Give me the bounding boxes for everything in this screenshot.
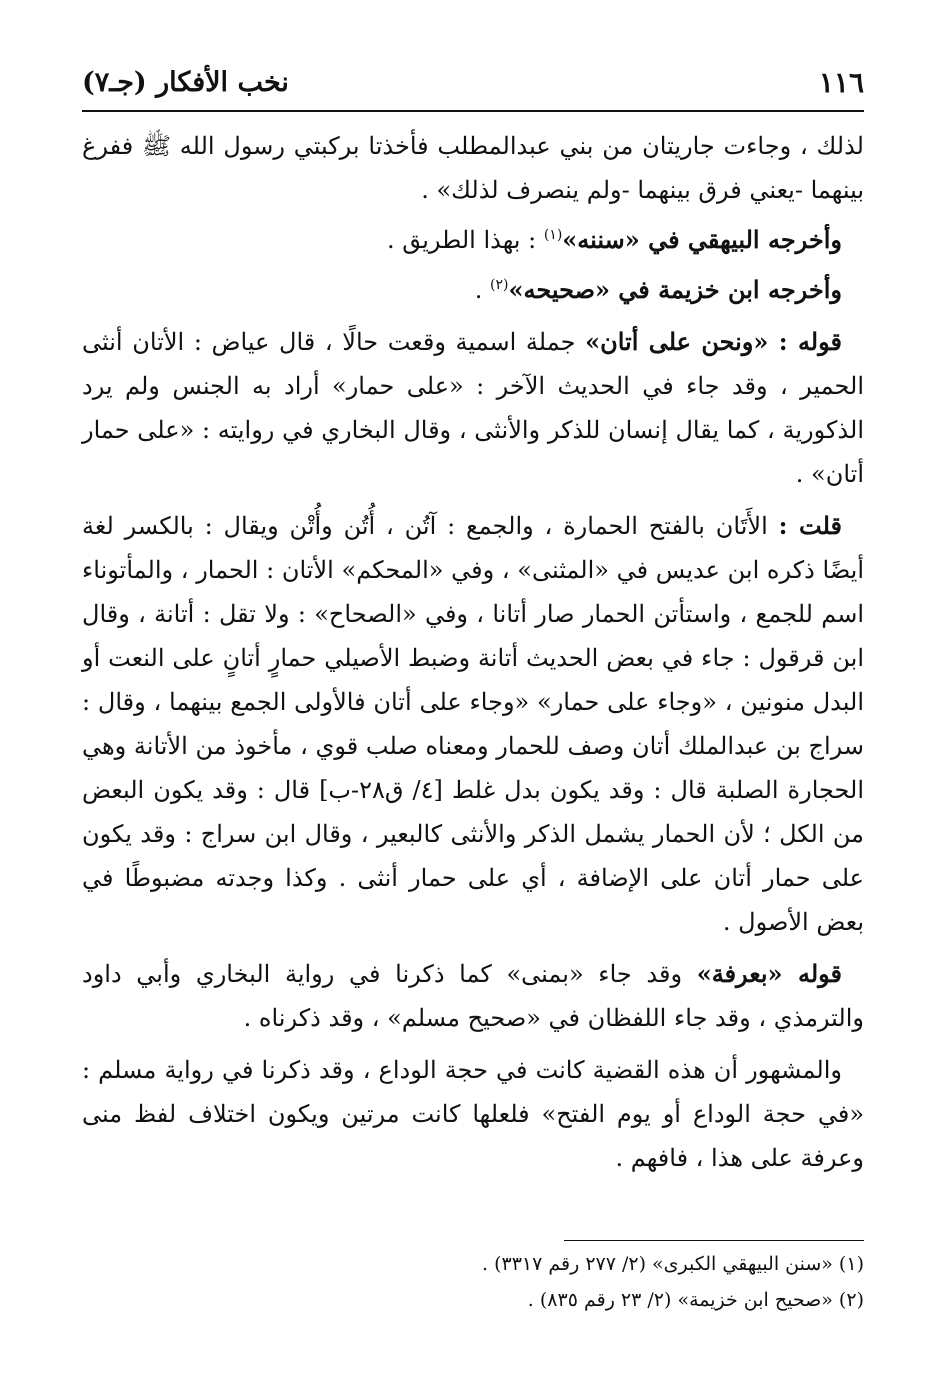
- footnote-ref-2: (٢): [490, 277, 509, 293]
- footnotes: [82, 1246, 864, 1318]
- book-title: نخب الأفكار (جـ٧): [82, 66, 289, 98]
- paragraph-4-text: جملة اسمية وقعت حالًا ، قال عياض : الأتان أنثى الحمير ، وقد جاء في الحديث الآخر : «على حمار» أراد به الجنس ولم يرد الذكورية ، كما يقال إنسان للذكر والأنثى ، وقال البخاري في روايته : «على حمار أتان» .: [82, 328, 864, 488]
- paragraph-4: [82, 320, 864, 496]
- paragraph-7-text: والمشهور أن هذه القضية كانت في حجة الوداع ، وقد ذكرنا في رواية مسلم : «في حجة الوداع أو يوم الفتح» فلعلها كانت مرتين ويكون اختلاف لفظ منى وعرفة على هذا ، فافهم .: [82, 1056, 864, 1172]
- footnote-1: (١) «سنن البيهقي الكبرى» (٢/ ٢٧٧ رقم ٣٣١٧) .: [482, 1253, 864, 1275]
- paragraph-1-text: لذلك ، وجاءت جاريتان من بني عبدالمطلب فأخذتا بركبتي رسول الله ﷺ ففرغ بينهما -يعني فرق بينهما -ولم ينصرف لذلك» .: [82, 132, 864, 204]
- paragraph-3: [82, 268, 864, 312]
- paragraph-3-bold: وأخرجه ابن خزيمة في «صحيحه»: [508, 275, 842, 304]
- footnote-divider: [564, 1240, 864, 1241]
- header-divider: [82, 110, 864, 112]
- paragraph-6: [82, 952, 864, 1040]
- paragraph-2: [82, 218, 864, 262]
- footnote-ref-1: (١): [543, 227, 563, 243]
- paragraph-2-bold: وأخرجه البيهقي في «سننه»: [562, 225, 842, 254]
- paragraph-5-bold: قلت :: [778, 511, 842, 540]
- running-header: [82, 62, 864, 102]
- paragraph-6-bold: قوله «بعرفة»: [696, 959, 843, 988]
- paragraph-4-bold: قوله : «ونحن على أتان»: [585, 327, 842, 356]
- page-number: ١١٦: [818, 65, 864, 99]
- paragraph-7: [82, 1048, 864, 1180]
- paragraph-5-text: الأَتَان بالفتح الحمارة ، والجمع : آتُن ، أُتُن وأُتْن ويقال : بالكسر لغة أيضًا ذكره ابن عديس في «المثنى» ، وفي «المحكم» الأتان : الحمار ، والمأتوناء اسم للجمع ، واستأتن الحمار صار أتانا ، وفي «الصحاح» : ولا تقل : أتانة ، وقال ابن قرقول : جاء في بعض الحديث أتانة وضبط الأصيلي حمارٍ أتانٍ على النعت أو البدل منونين ، «وجاء على حمار» «وجاء على أتان فالأولى الجمع بينهما ، وقال : سراج بن عبدالملك أتان وصف للحمار ومعناه صلب قوي ، مأخوذ من الأتانة وهي الحجارة الصلبة قال : وقد يكون بدل غلط [٤/ ق٢٨-ب] قال : وقد يكون البعض من الكل ؛ لأن الحمار يشمل الذكر والأنثى كالبعير ، وقال ابن سراج : وقد يكون على حمار أتان على الإضافة ، أي على حمار أنثى . وكذا وجدته مضبوطًا في بعض الأصول .: [82, 512, 864, 936]
- paragraph-5: [82, 504, 864, 944]
- paragraph-6-text: وقد جاء «بمنى» كما ذكرنا في رواية البخاري وأبي داود والترمذي ، وقد جاء اللفظان في «صحيح مسلم» ، وقد ذكرناه .: [82, 960, 864, 1032]
- paragraph-2-text: : بهذا الطريق .: [386, 226, 544, 254]
- main-text: [82, 124, 864, 1186]
- paragraph-3-text: .: [474, 276, 490, 304]
- paragraph-1: [82, 124, 864, 212]
- footnote-2: (٢) «صحيح ابن خزيمة» (٢/ ٢٣ رقم ٨٣٥) .: [527, 1289, 864, 1311]
